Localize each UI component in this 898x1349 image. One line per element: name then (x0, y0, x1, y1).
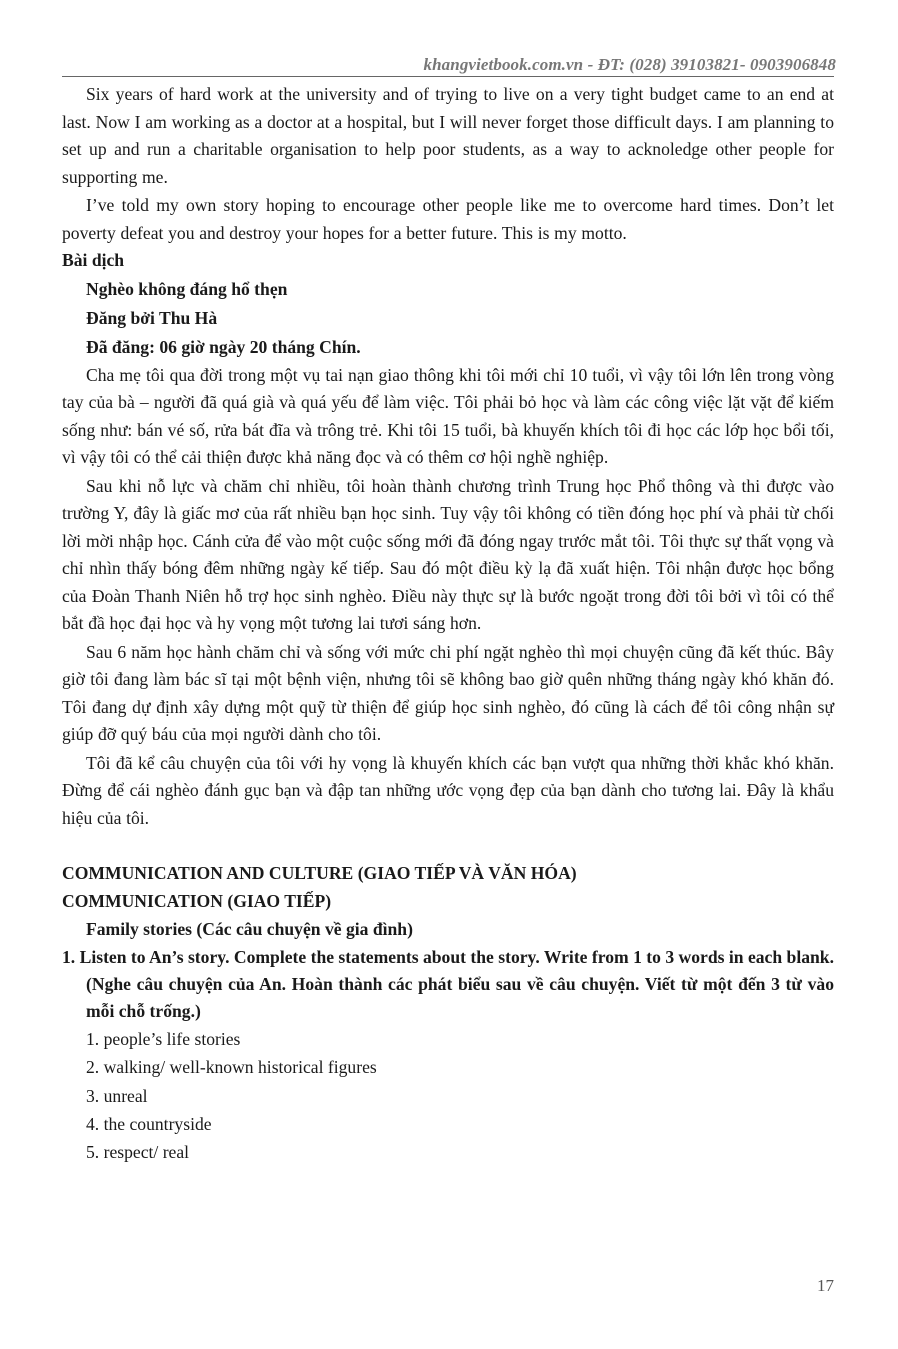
answer-item: 2. walking/ well-known historical figures (86, 1057, 377, 1078)
section-spacer (62, 832, 834, 859)
answer-item: 1. people’s life stories (86, 1029, 241, 1049)
translation-paragraph: Tôi đã kể câu chuyện của tôi với hy vọng là khuyến khích các bạn vượt qua những thời khắc khó khăn. Đừng để cái nghèo đánh gục bạn và đập tan những ước vọng đẹp của bạn dành cho tương lai. Đây là khẩu hiệu của tôi. (62, 752, 834, 828)
answer-item: 4. the countryside (86, 1113, 212, 1134)
answer-item: 3. unreal (86, 1085, 148, 1106)
page-number: 17 (817, 1276, 834, 1295)
english-paragraph: Six years of hard work at the university and of trying to live on a very tight budget came to an end at last. Now I am working as a doctor at a hospital, but I will never forget those difficult days. I am planning to set up and run a charitable organisation to help poor students, as a way to acknoledge other people for supporting me. (62, 84, 834, 187)
page-header: khangvietbook.com.vn - ĐT: (028) 39103821- 0903906848 (423, 55, 836, 74)
topic-heading: Family stories (Các câu chuyện về gia đình) (86, 919, 413, 939)
section-subheading: COMMUNICATION (GIAO TIẾP) (62, 891, 332, 911)
translation-paragraph: Sau khi nỗ lực và chăm chỉ nhiều, tôi hoàn thành chương trình Trung học Phổ thông và thi được vào trường Y, đây là giấc mơ của rất nhiều bạn học sinh. Tuy vậy tôi không có tiền đóng học phí và phải từ chối lời mời nhập học. Cánh cửa để vào một cuộc sống mới đã đóng ngay trước mắt tôi. Tôi thực sự thất vọng và chỉ nhìn thấy bóng đêm những ngày kế tiếp. Sau đó một điều kỳ lạ đã xuất hiện. Tôi nhận được học bổng của Đoàn Thanh Niên hỗ trợ học sinh nghèo. Điều này thực sự là bước ngoặt trong đời tôi bởi vì tôi có thể bắt đầ học đại học và hy vọng một tương lai tươi sáng hơn. (62, 475, 834, 633)
translation-label: Bài dịch (62, 250, 125, 270)
answer-item: 5. respect/ real (86, 1142, 190, 1163)
translation-posted: Đã đăng: 06 giờ ngày 20 tháng Chín. (86, 336, 361, 357)
translation-paragraph: Cha mẹ tôi qua đời trong một vụ tai nạn giao thông khi tôi mới chỉ 10 tuổi, vì vậy tôi lớn lên trong vòng tay của bà – người đã quá già và quá yếu để làm việc. Tôi phải bỏ học và làm các công việc lặt vặt để kiếm sống như: bán vé số, rửa bát đĩa và trông trẻ. Khi tôi 15 tuổi, bà khuyến khích tôi đi học các lớp học bổi tối, vì vậy tôi có thể cải thiện được khả năng đọc và có thêm cơ hội nghề nghiệp. (62, 364, 834, 467)
header-divider (62, 76, 834, 77)
english-paragraph: I’ve told my own story hoping to encourage other people like me to overcome hard times. Don’t let poverty defeat you and destroy your hopes for a better future. This is my motto. (62, 195, 834, 243)
translation-title: Nghèo không đáng hổ thẹn (86, 278, 288, 299)
page-content (62, 81, 834, 1166)
task-instruction: 1. Listen to An’s story. Complete the statements about the story. Write from 1 to 3 words in each blank. (Nghe câu chuyện của An. Hoàn thành các phát biểu sau về câu chuyện. Viết từ một đến 3 từ vào mỗi chỗ trống.) (62, 947, 834, 1021)
translation-author: Đăng bởi Thu Hà (86, 307, 218, 328)
section-heading: COMMUNICATION AND CULTURE (GIAO TIẾP VÀ VĂN HÓA) (62, 863, 577, 883)
translation-paragraph: Sau 6 năm học hành chăm chỉ và sống với mức chi phí ngặt nghèo thì mọi chuyện cũng đã kết thúc. Bây giờ tôi đang làm bác sĩ tại một bệnh viện, nhưng tôi sẽ không bao giờ quên những tháng ngày khó khăn đó. Tôi đang dự định xây dựng một quỹ từ thiện để giúp học sinh nghèo, đó cũng là cách để tôi công nhận sự giúp đỡ quý báu của mọi người dành cho tôi. (62, 641, 834, 744)
